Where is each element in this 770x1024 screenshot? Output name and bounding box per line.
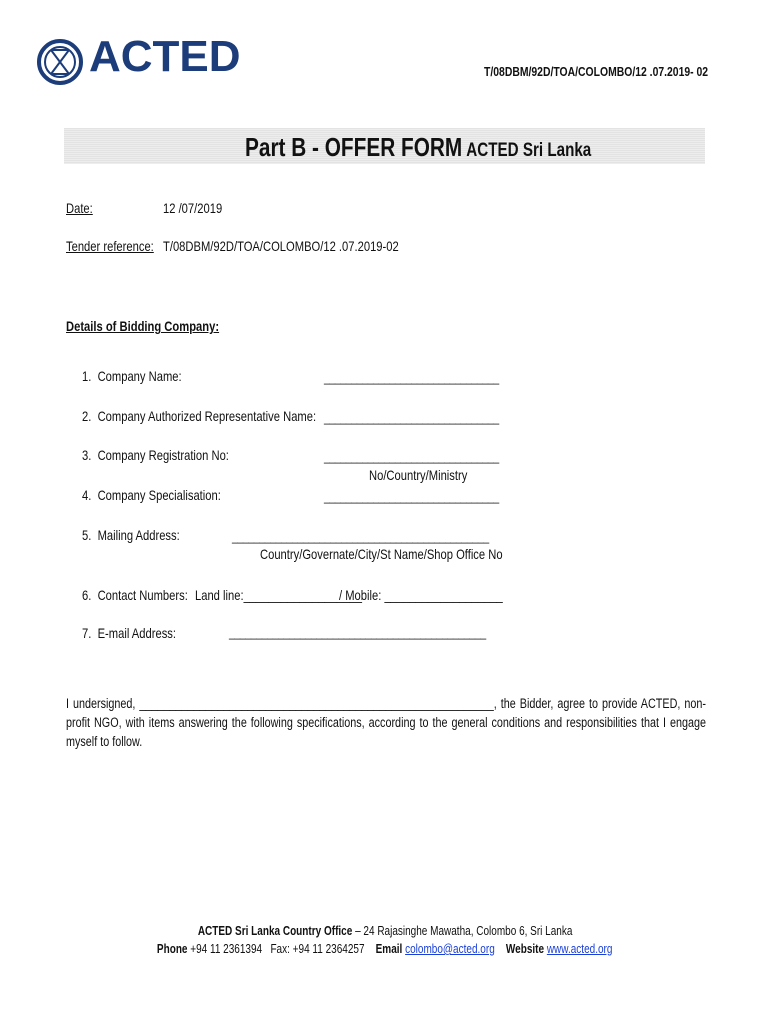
email-field[interactable]: _______________________________________________: [229, 625, 486, 640]
tender-reference-value: T/08DBM/92D/TOA/COLOMBO/12 .07.2019-02: [163, 238, 399, 254]
mailing-address-note: Country/Governate/City/St Name/Shop Office No: [260, 546, 503, 562]
acted-logo: [37, 24, 241, 100]
title-bar: [64, 128, 705, 164]
page-subtitle: ACTED Sri Lanka: [466, 140, 592, 161]
list-item-specialisation: 4. Company Specialisation:: [82, 487, 221, 503]
page-title: Part B - OFFER FORM: [245, 132, 463, 162]
website-label: Website: [506, 942, 545, 956]
website-link[interactable]: www.acted.org: [547, 942, 613, 956]
mobile-field[interactable]: / Mobile: ___________________: [339, 587, 503, 603]
email-link[interactable]: colombo@acted.org: [405, 942, 496, 956]
registration-note: No/Country/Ministry: [369, 467, 468, 483]
footer: [0, 922, 770, 958]
list-item-contact-numbers: 6. Contact Numbers:: [82, 587, 188, 603]
mailing-address-field[interactable]: _______________________________________________: [232, 529, 489, 544]
registration-field[interactable]: ________________________________: [324, 449, 499, 464]
office-address: – 24 Rajasinghe Mawatha, Colombo 6, Sri Lanka: [352, 924, 573, 938]
phone-label: Phone: [157, 942, 188, 956]
list-item-email: 7. E-mail Address:: [82, 625, 177, 641]
specialisation-field[interactable]: ________________________________: [324, 489, 499, 504]
document-reference: T/08DBM/92D/TOA/COLOMBO/12 .07.2019- 02: [483, 64, 708, 79]
declaration-paragraph: I undersigned, ___________________________________________________________, the Bidder, agree to provide ACTED, non-profit NGO, with items answering the following specifications, according to the general conditions and responsibilities that I engage myself to follow.: [66, 696, 706, 749]
authorized-rep-field[interactable]: ________________________________: [324, 410, 499, 425]
logo-text: ACTED: [89, 32, 241, 81]
landline-field[interactable]: Land line:___________________: [195, 587, 362, 603]
tender-reference-label: Tender reference:: [66, 238, 154, 254]
list-item-registration: 3. Company Registration No:: [82, 447, 229, 463]
phone-value: +94 11 2361394: [187, 942, 263, 956]
date-label: Date:: [66, 200, 93, 216]
details-heading: Details of Bidding Company:: [66, 318, 220, 334]
list-item-authorized-rep: 2. Company Authorized Representative Name:: [82, 408, 317, 424]
office-label: ACTED Sri Lanka Country Office: [197, 924, 353, 938]
fax-value: Fax: +94 11 2364257: [270, 942, 365, 956]
email-label: Email: [375, 942, 403, 956]
acted-emblem-icon: [37, 24, 83, 100]
date-value: 12 /07/2019: [163, 200, 223, 216]
company-name-field[interactable]: ________________________________: [324, 370, 499, 385]
list-item-mailing-address: 5. Mailing Address:: [82, 527, 180, 543]
list-item-company-name: 1. Company Name:: [82, 368, 182, 384]
